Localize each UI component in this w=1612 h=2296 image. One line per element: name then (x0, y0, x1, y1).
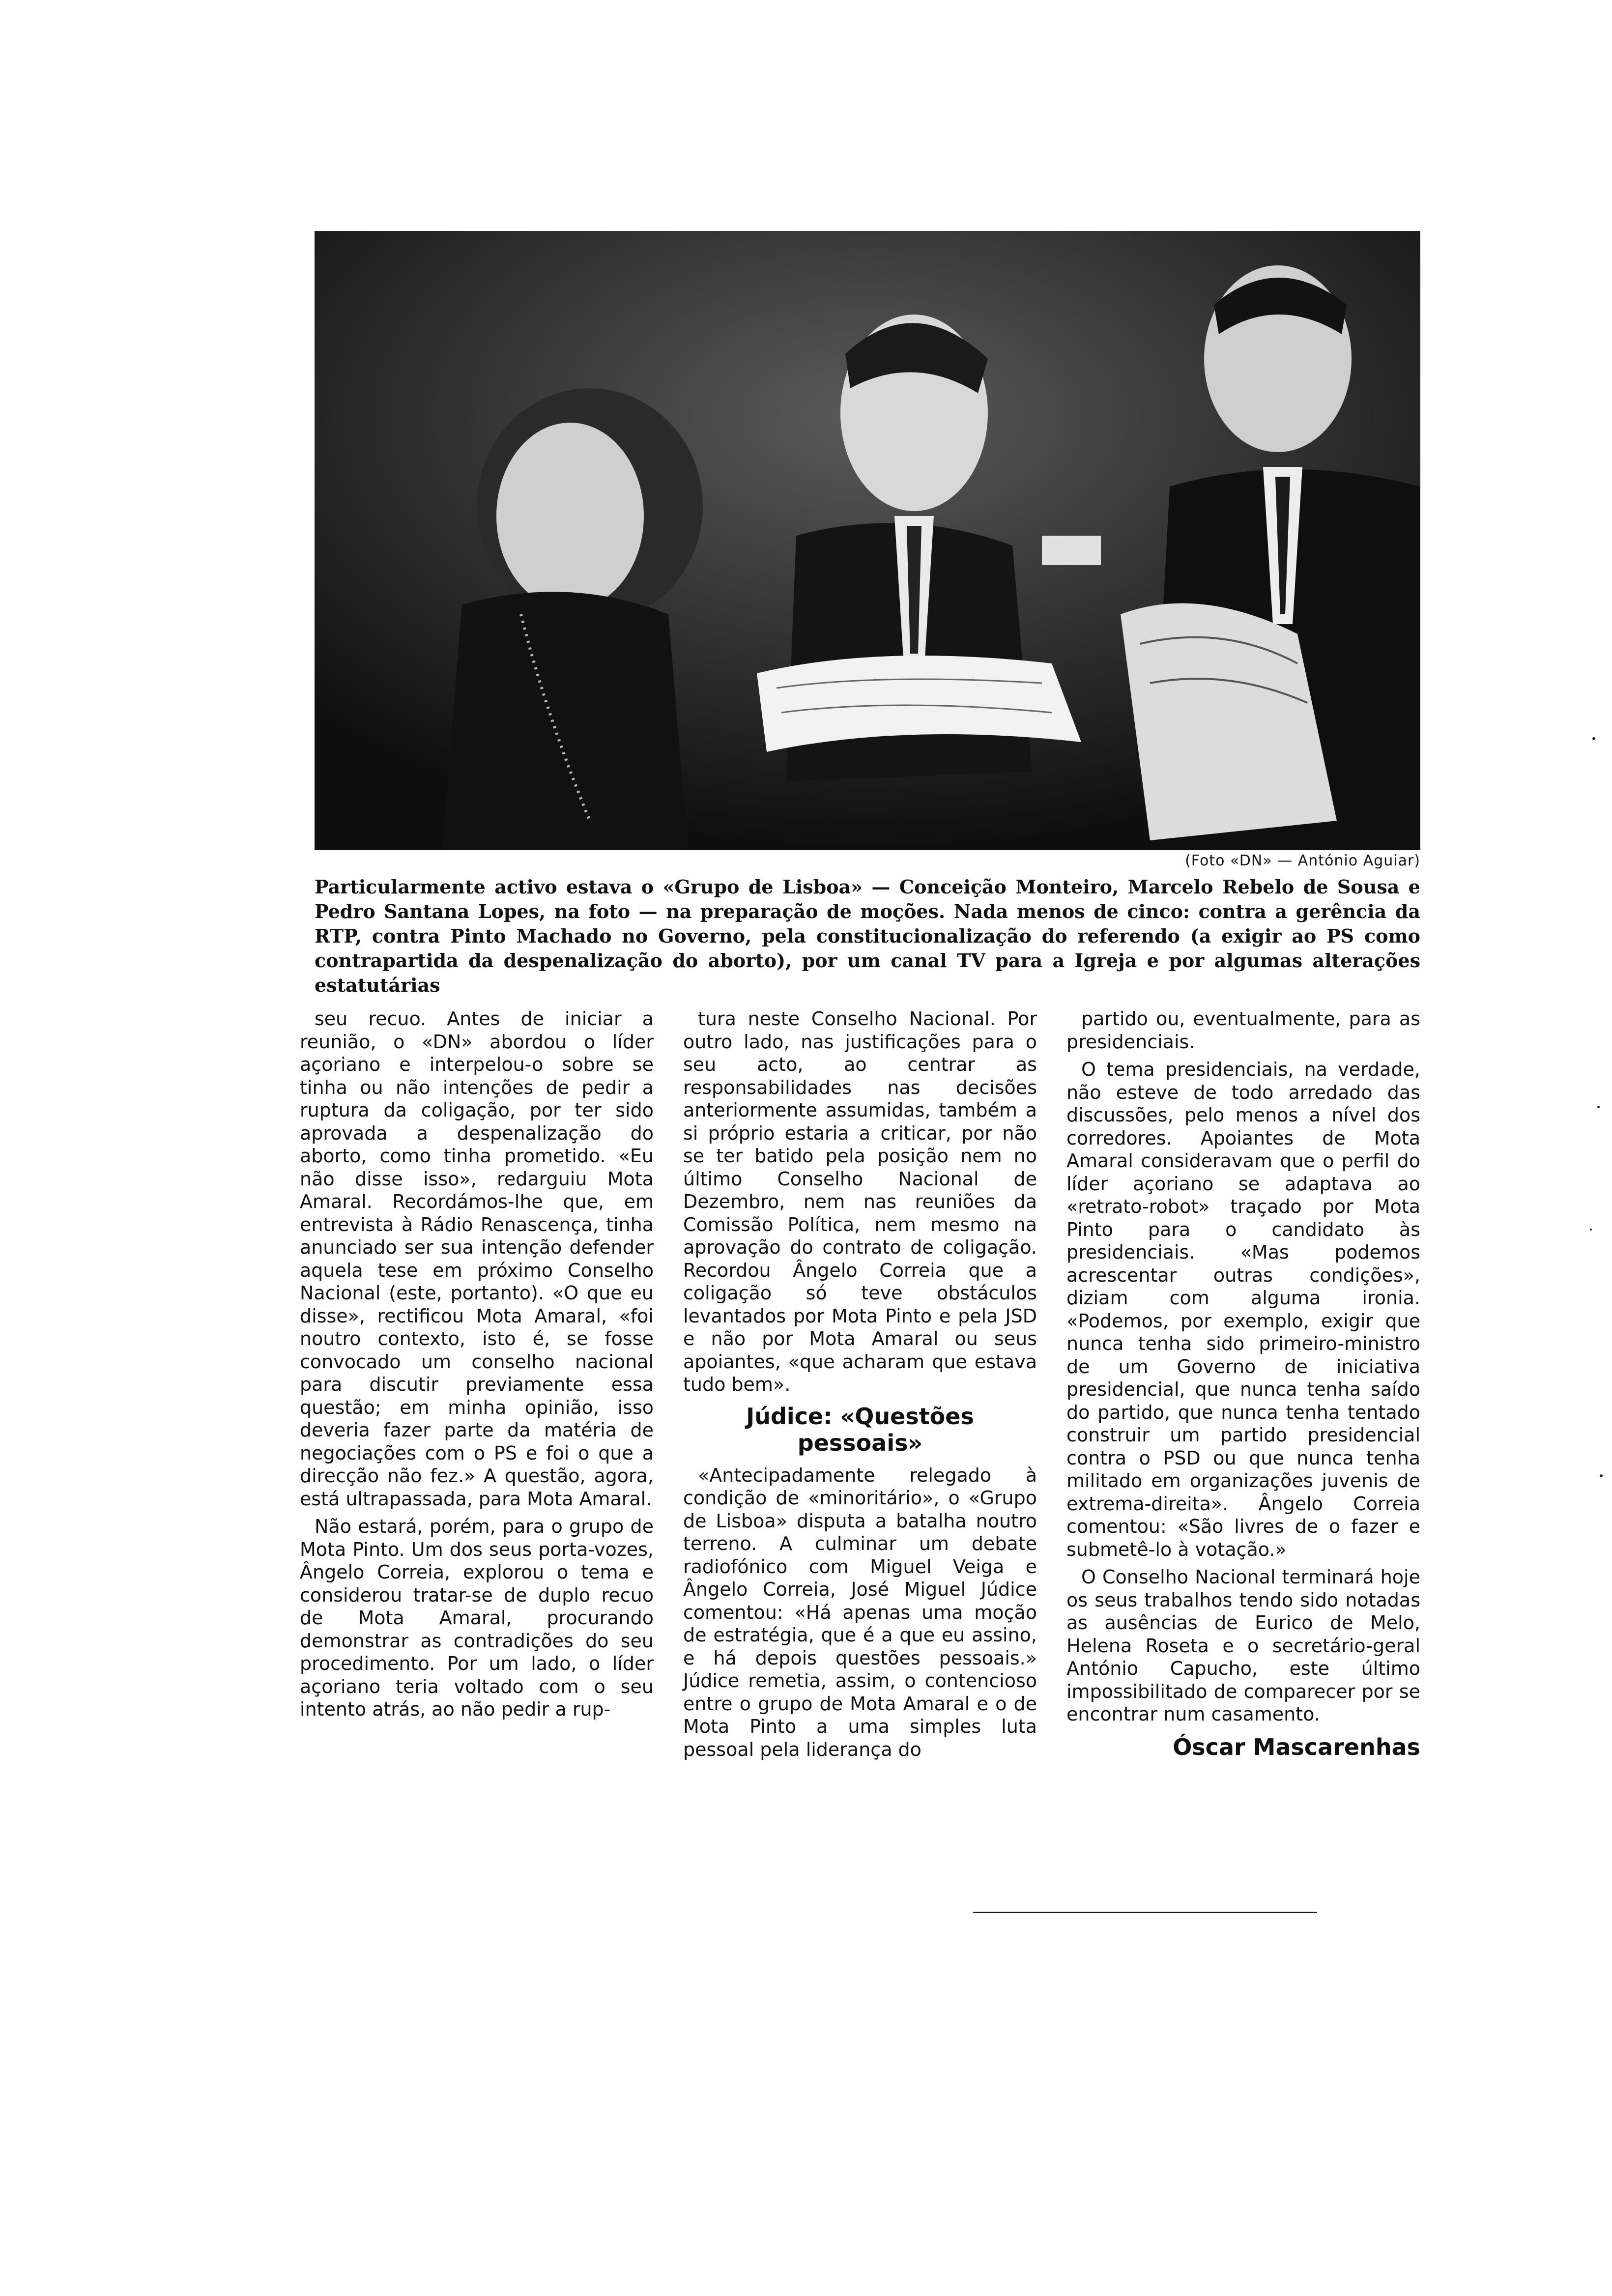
article-paragraph: «Antecipadamente relegado à condição de «minoritário», o «Grupo de Lisboa» disputa a batalha noutro terreno. A culminar um debate radiofónico com Miguel Veiga e Ângelo Correia, José Miguel Júdice comentou: «Há apenas uma moção de estratégia, que é a que eu assino, e há depois questões pessoais.» Júdice remetia, assim, o contencioso entre o grupo de Mota Amaral e o de Mota Pinto a uma simples luta pessoal pela liderança do (683, 1464, 1037, 1760)
article-paragraph: Não estará, porém, para o grupo de Mota Pinto. Um dos seus porta-vozes, Ângelo Correia, explorou o tema e considerou tratar-se de duplo recuo de Mota Amaral, procurando demonstrar as contradições do seu procedimento. Por um lado, o líder açoriano teria voltado com o seu intento atrás, ao não pedir a rup- (300, 1516, 654, 1720)
news-photo (315, 231, 1420, 850)
scan-speck (1592, 737, 1595, 740)
article-column-1 (300, 1007, 654, 1726)
article-paragraph: O Conselho Nacional terminará hoje os seus trabalhos tendo sido notadas as ausências de Eurico de Melo, Helena Roseta e o secretário-geral António Capucho, este último impossibilitado de comparecer por se encontrar num casamento. (1066, 1566, 1420, 1725)
article-paragraph: seu recuo. Antes de iniciar a reunião, o «DN» abordou o líder açoriano e interpelou-o sobre se tinha ou não intenções de pedir a ruptura da coligação, por ter sido aprovada a despenalização do aborto, como tinha prometido. «Eu não disse isso», redarguiu Mota Amaral. Recordámos-lhe que, em entrevista à Rádio Renascença, tinha anunciado ser sua intenção defender aquela tese em próximo Conselho Nacional (este, portanto). «O que eu disse», rectificou Mota Amaral, «foi noutro contexto, isto é, se fosse convocado um conselho nacional para discutir previamente essa questão; em minha opinião, isso deveria fazer parte da matéria de negociações com o PS e foi o que a direcção não fez.» A questão, agora, está ultrapassada, para Mota Amaral. (300, 1008, 654, 1510)
article-paragraph: tura neste Conselho Nacional. Por outro lado, nas justificações para o seu acto, ao centrar as responsabilidades nas decisões anteriormente assumidas, também a si próprio estaria a criticar, por não se ter batido pela posição nem no último Conselho Nacional de Dezembro, nem nas reuniões da Comissão Política, nem mesmo na aprovação do contrato de coligação. Recordou Ângelo Correia que a coligação só teve obstáculos levantados por Mota Pinto e pela JSD e não por Mota Amaral ou seus apoiantes, «que acharam que estava tudo bem». (683, 1008, 1037, 1395)
article-column-3 (1066, 1007, 1420, 1758)
column-rule (973, 1912, 1317, 1913)
newspaper-clipping (295, 231, 1425, 1931)
scan-speck (1600, 1474, 1603, 1477)
article-paragraph: partido ou, eventualmente, para as presidenciais. (1066, 1008, 1420, 1053)
article-paragraph: O tema presidenciais, na verdade, não esteve de todo arredado das discussões, pelo menos a nível dos corredores. Apoiantes de Mota Amaral consideravam que o perfil do líder açoriano se adaptava ao «retrato-robot» traçado por Mota Pinto para o candidato às presidenciais. «Mas podemos acrescentar outras condições», diziam com alguma ironia. «Podemos, por exemplo, exigir que nunca tenha sido primeiro-ministro de um Governo de iniciativa presidencial, que nunca tenha saído do partido, que nunca tenha tentado construir um partido presidencial contra o PSD ou que nunca tenha militado em organizações juvenis de extrema-direita». Ângelo Correia comentou: «São livres de o fazer e submetê-lo à votação.» (1066, 1059, 1420, 1560)
scan-speck (1597, 1106, 1600, 1108)
article-column-2 (683, 1007, 1037, 1766)
scan-speck (1590, 1229, 1592, 1231)
article-byline: Óscar Mascarenhas (1173, 1733, 1420, 1760)
photo-illustration (315, 231, 1420, 850)
photo-caption: Particularmente activo estava o «Grupo de Lisboa» — Conceição Monteiro, Marcelo Rebelo de Sousa e Pedro Santana Lopes, na foto — na preparação de moções. Nada menos de cinco: contra a gerência da RTP, contra Pinto Machado no Governo, pela constitucionalização do referendo (a exigir ao PS como contrapartida da despenalização do aborto), por um canal TV para a Igreja e por algumas alterações estatutárias (315, 876, 1420, 996)
article-subheading: Júdice: «Questões pessoais» (746, 1403, 974, 1456)
photo-credit: (Foto «DN» — António Aguiar) (1185, 852, 1420, 869)
